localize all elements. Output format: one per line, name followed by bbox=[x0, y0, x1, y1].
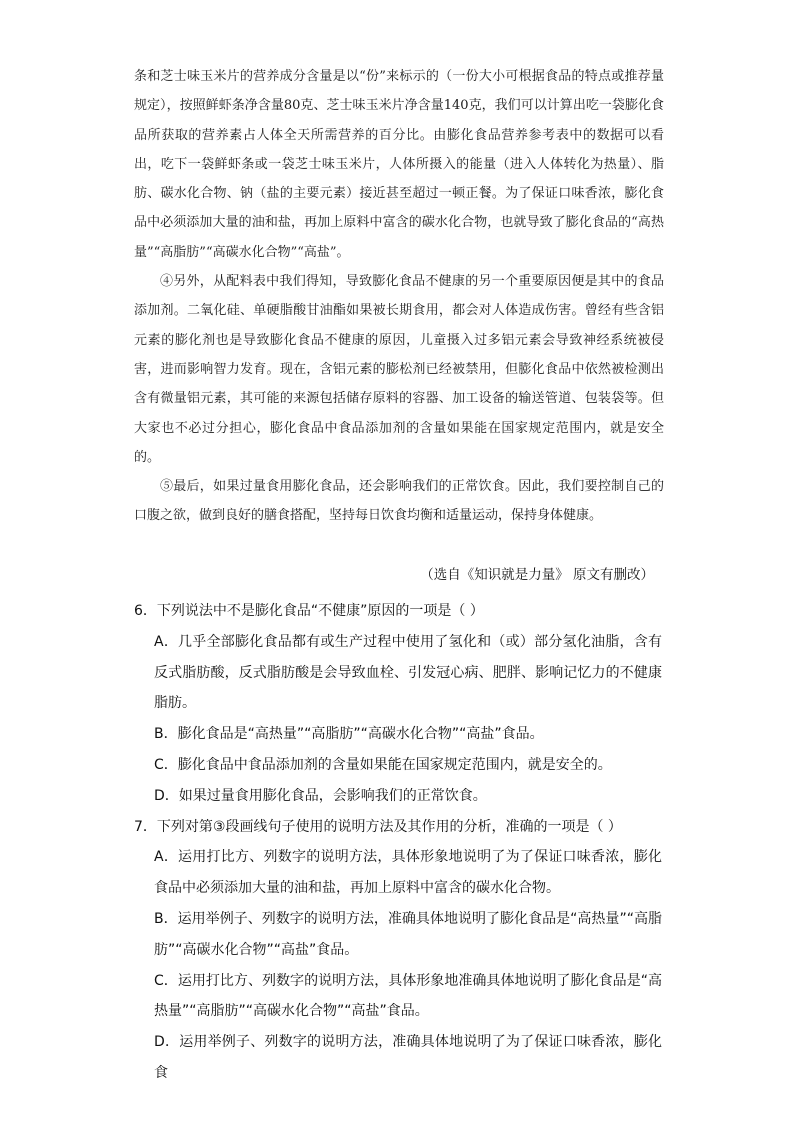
option-c: C．膨化食品中食品添加剂的含量如果能在国家规定范围内，就是安全的。 bbox=[154, 756, 612, 773]
source-citation: （选自《知识就是力量》 原文有删改） bbox=[420, 567, 654, 583]
paragraph-4: ④另外，从配料表中我们得知，导致膨化食品不健康的另一个重要原因便是其中的食品添加剂。二氧化硅、单硬脂酸甘油酯如果被长期食用，都会对人体造成伤害。曾经有些含铝元素的膨化剂也是导致膨化食品不健康的原因，儿童摄入过多铝元素会导致神经系统被侵害，进而影响智力发育。现在，含铝元素的膨松剂已经被禁用，但膨化食品中依然被检测出含有微量铝元素，其可能的来源包括储存原料的容器、加工设备的输送管道、包装袋等。但大家也不必过分担心，膨化食品中食品添加剂的含量如果能在国家规定范围内，就是安全的。 bbox=[134, 274, 664, 465]
option-b: B．膨化食品是“高热量”“高脂肪”“高碳水化合物”“高盐”食品。 bbox=[154, 726, 544, 743]
question-6 bbox=[134, 596, 662, 812]
question-stem: 6．下列说法中不是膨化食品“不健康”原因的一项是（ ） bbox=[134, 603, 484, 619]
question-stem: 7．下列对第③段画线句子使用的说明方法及其作用的分析，准确的一项是（ ） bbox=[134, 818, 622, 835]
option-d: D．运用举例子、列数字的说明方法，准确具体地说明了为了保证口味香浓，膨化食 bbox=[154, 1034, 662, 1081]
paragraph-5: ⑤最后，如果过量食用膨化食品，还会影响我们的正常饮食。因此，我们要控制自己的口腹之欲，做到良好的膳食搭配，坚持每日饮食均衡和适量运动，保持身体健康。 bbox=[134, 479, 664, 524]
option-d: D．如果过量食用膨化食品，会影响我们的正常饮食。 bbox=[154, 787, 487, 804]
option-b: B．运用举例子、列数字的说明方法，准确具体地说明了膨化食品是“高热量”“高脂肪”“高碳水化合物”“高盐”食品。 bbox=[154, 910, 662, 958]
paragraph-3-tail: 条和芝士味玉米片的营养成分含量是以“份”来标示的（一份大小可根据食品的特点或推荐量规定），按照鲜虾条净含量80克、芝士味玉米片净含量140克，我们可以计算出吃一袋膨化食品所获取的营养素占人体全天所需营养的百分比。由膨化食品营养参考表中的数据可以看出，吃下一袋鲜虾条或一袋芝士味玉米片，人体所摄入的能量（进入人体转化为热量）、脂肪、碳水化合物、钠（盐的主要元素）接近甚至超过一顿正餐。为了保证口味香浓，膨化食品中必须添加大量的油和盐，再加上原料中富含的碳水化合物，也就导致了膨化食品的“高热量”“高脂肪”“高碳水化合物”“高盐”。 bbox=[134, 69, 664, 260]
option-a: A．运用打比方、列数字的说明方法，具体形象地说明了为了保证口味香浓，膨化食品中必须添加大量的油和盐，再加上原料中富含的碳水化合物。 bbox=[154, 849, 662, 897]
question-7 bbox=[134, 812, 662, 1089]
question-list bbox=[134, 596, 662, 1089]
option-c: C．运用打比方、列数字的说明方法，具体形象地准确具体地说明了膨化食品是“高热量”“高脂肪”“高碳水化合物”“高盐”食品。 bbox=[154, 972, 662, 1020]
option-a: A．几乎全部膨化食品都有或生产过程中使用了氢化和（或）部分氢化油脂，含有反式脂肪酸，反式脂肪酸是会导致血栓、引发冠心病、肥胖、影响记忆力的不健康脂肪。 bbox=[154, 633, 662, 712]
reading-passage bbox=[134, 62, 664, 531]
